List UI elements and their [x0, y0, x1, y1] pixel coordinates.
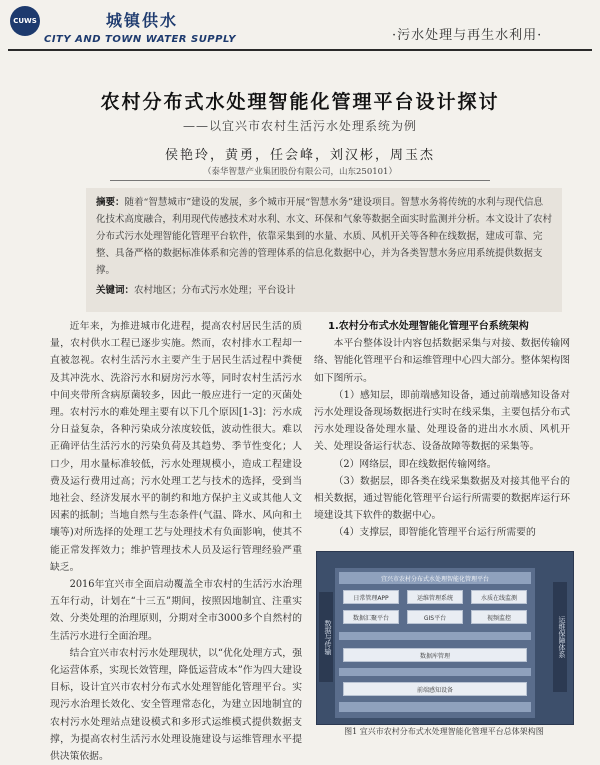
figure-side-left: 数据与传输	[319, 592, 333, 682]
figure-top-label: 宜兴市农村分布式水处理智能化管理平台	[339, 572, 531, 584]
abstract-label: 摘要：	[96, 197, 125, 208]
section-title: 1.农村分布式水处理智能化管理平台系统架构	[328, 321, 529, 332]
journal-logo-cn: 城镇供水	[106, 11, 179, 30]
figure-box: 前端感知设备	[343, 682, 527, 696]
body-paragraph: 结合宜兴市农村污水处理现状，以“优化处理方式，强化运营体系，实现长效管理，降低运营成本”作为四大建设目标，设计宜兴市农村分布式水处理智能化管理平台。实现污水治理长效化、安全管理常态化，为建立因地制宜的农村污水处理站点建设模式和多形式运维模式提供数据支撑，为提高农村生活污水处理设施建设与运维管理水平提供决策依据。	[50, 647, 302, 763]
figure-band	[339, 702, 531, 712]
figure-diagram	[335, 568, 535, 718]
figure-band	[339, 668, 531, 676]
header-divider	[8, 49, 592, 51]
body-paragraph: （2）网络层，即在线数据传输网络。	[333, 458, 497, 470]
figure-box: 日常管理APP	[343, 590, 399, 604]
figure-box: GIS平台	[407, 610, 463, 624]
abstract-box	[86, 188, 562, 312]
keywords-label: 关键词：	[96, 285, 135, 296]
body-paragraph: （4）支撑层，即智能化管理平台运行所需要的	[333, 527, 536, 539]
abstract-text: 随着“智慧城市”建设的发展，多个城市开展“智慧水务”建设项目。智慧水务将传统的水利与现代信息化技术高度融合，利用现代传感技术对水利、水文、环保和气象等数据全面实时监测并分析。本文设计了农村分布式污水处理智能化管理平台软件，依靠采集到的水量、水质、风机开关等各种在线数据，建成可靠、完整、具备严格的数据标准体系和完善的管理体系的信息化数据中心，并为各类智慧水务应用系统提供数据支撑。	[96, 197, 553, 276]
title-divider	[110, 180, 490, 181]
abstract-paragraph	[96, 194, 552, 279]
keywords-line	[96, 282, 552, 299]
figure-box: 水质在线监测	[471, 590, 527, 604]
figure-box: 数据汇聚平台	[343, 610, 399, 624]
body-paragraph: 2016年宜兴市全面启动覆盖全市农村的生活污水治理五年行动，计划在“十三五”期间，按照因地制宜、注重实效、分类处理的治理原则，分期对全市3000多个自然村的生活污水进行全面治理。	[50, 579, 302, 642]
architecture-figure	[316, 551, 574, 725]
figure-caption: 图1 宜兴市农村分布式水处理智能化管理平台总体架构图	[344, 727, 544, 736]
logo-badge: CUWS	[10, 6, 40, 36]
figure-box: 数据库管理	[343, 648, 527, 662]
column-title: ·污水处理与再生水利用·	[392, 28, 543, 43]
body-paragraph: 本平台整体设计内容包括数据采集与对接、数据传输网络、智能化管理平台和运维管理中心四大部分。整体架构图如下图所示。	[314, 338, 570, 384]
left-column	[50, 318, 302, 765]
article-title: 农村分布式水处理智能化管理平台设计探讨	[100, 91, 500, 113]
figure-box: 运维管理系统	[407, 590, 463, 604]
article-affiliation: （泰华智慧产业集团股份有限公司，山东250101）	[203, 167, 397, 177]
journal-logo-en: CITY AND TOWN WATER SUPPLY	[44, 34, 237, 45]
right-column	[314, 318, 570, 542]
body-paragraph: （3）数据层，即各类在线采集数据及对接其他平台的相关数据，通过智能化管理平台运行所需要的数据库运行环境建设其下软件的数据中心。	[314, 475, 570, 522]
figure-box: 视频监控	[471, 610, 527, 624]
body-paragraph: （1）感知层，即前端感知设备，通过前端感知设备对污水处理设备现场数据进行实时在线采集，主要包括分布式污水处理设备处理水量、处理设备的进出水水质、风机开关、处理设备运行状态、设备故障等数据的采集等。	[314, 389, 570, 453]
article-subtitle: ——以宜兴市农村生活污水处理系统为例	[182, 119, 417, 133]
body-paragraph: 近年来，为推进城市化进程，提高农村居民生活的质量，农村供水工程已逐步实施。然而，农村排水工程却一直被忽视。农村生活污水主要产生于居民生活过程中粪便及其冲洗水、洗浴污水和厨房污水等，同时农村生活污水中间夹带所含病原菌较多，因此一般应进行一定的灭菌处理。农村污水的难处理主要有以下几个原因[1-3]：污水成分日益复杂，各种污染成分浓度较低，波动性很大。难以正确评估生活污水的污染负荷及其趋势、季节性变化；人口少，用水量标准较低，污水处理规模小，造成工程建设费及运行费用过高；污水处理工艺与技术的选择，受到当地社会、经济发展水平的制约和地方保护主义或其他人文因素的抵制；当地自然与生态条件(气温、降水、风向和土壤等)对所选择的处理工艺与处理技术有负面影响，使其不能正常发挥效力；维护管理技术人员及运行管理经验严重缺乏。	[50, 321, 302, 573]
keywords-text: 农村地区；分布式污水处理；平台设计	[134, 285, 296, 296]
figure-side-right: 运维保障体系	[553, 582, 567, 692]
figure-band	[339, 632, 531, 640]
article-authors: 侯艳玲，黄勇，任会峰，刘汉彬，周玉杰	[164, 148, 435, 163]
